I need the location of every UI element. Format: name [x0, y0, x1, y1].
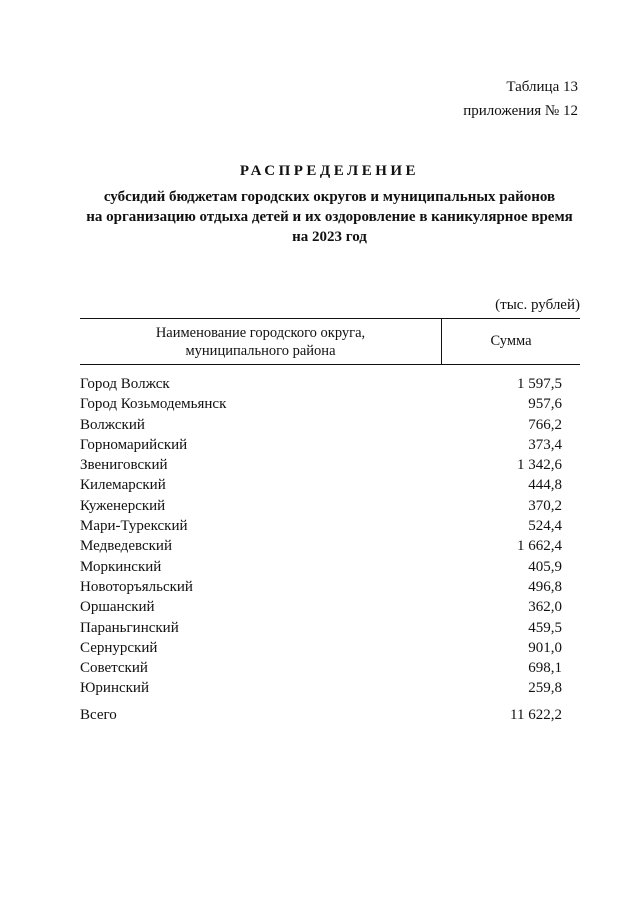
document-title: РАСПРЕДЕЛЕНИЕ	[239, 163, 420, 179]
table-row	[80, 557, 562, 577]
row-sum: 901,0	[528, 639, 562, 656]
table-row	[80, 638, 562, 658]
row-name: Новоторъяльский	[80, 578, 193, 595]
row-name: Килемарский	[80, 477, 166, 494]
table-row	[80, 536, 562, 556]
table-row	[80, 496, 562, 516]
row-sum: 444,8	[528, 477, 562, 494]
units-label: (тыс. рублей)	[495, 297, 580, 313]
row-sum: 373,4	[528, 436, 562, 453]
table-row	[80, 415, 562, 435]
row-name: Мари-Турекский	[80, 518, 188, 535]
row-name: Город Козьмодемьянск	[80, 396, 227, 413]
row-name: Звениговский	[80, 457, 168, 474]
row-sum: 459,5	[528, 619, 562, 636]
table-row	[80, 618, 562, 638]
row-sum: 362,0	[528, 599, 562, 616]
table-header	[80, 318, 580, 365]
table-row	[80, 577, 562, 597]
column-header-name-line-2: муниципального района	[185, 342, 336, 359]
row-name: Моркинский	[80, 558, 162, 575]
row-sum: 1 597,5	[517, 376, 562, 392]
row-sum: 259,8	[528, 680, 562, 697]
table-row	[80, 516, 562, 536]
total-label: Всего	[80, 707, 117, 723]
row-name: Оршанский	[80, 599, 155, 616]
table-row	[80, 394, 562, 414]
row-name: Горномарийский	[80, 436, 188, 453]
row-name: Параньгинский	[80, 619, 179, 636]
row-sum: 405,9	[528, 558, 562, 575]
subtitle-line-2: на организацию отдыха детей и их оздоровление в каникулярное время	[86, 209, 573, 225]
table-row	[80, 455, 562, 475]
row-name: Город Волжск	[80, 376, 170, 392]
column-header-name-line-1: Наименование городского округа,	[155, 324, 366, 341]
total-row	[80, 705, 562, 725]
row-sum: 698,1	[528, 660, 562, 677]
row-name: Юринский	[80, 680, 149, 697]
row-sum: 1 342,6	[517, 457, 562, 474]
subtitle-line-3: на 2023 год	[292, 229, 367, 245]
appendix-number: приложения № 12	[463, 103, 578, 119]
row-sum: 370,2	[528, 497, 562, 514]
row-sum: 496,8	[528, 578, 562, 595]
row-sum: 1 662,4	[517, 538, 562, 555]
table-row	[80, 374, 562, 394]
column-header-sum: Сумма	[490, 333, 532, 349]
subtitle-line-1: субсидий бюджетам городских округов и муниципальных районов	[103, 189, 556, 205]
row-name: Советский	[80, 660, 148, 677]
row-name: Куженерский	[80, 497, 166, 514]
row-name: Волжский	[80, 416, 145, 433]
table-row	[80, 658, 562, 678]
table-row	[80, 678, 562, 698]
column-header-name	[80, 319, 442, 364]
total-value: 11 622,2	[510, 707, 562, 723]
table-number: Таблица 13	[506, 79, 578, 95]
row-sum: 524,4	[528, 518, 562, 535]
row-sum: 957,6	[528, 396, 562, 413]
table-row	[80, 435, 562, 455]
table-body	[80, 374, 562, 699]
row-sum: 766,2	[528, 416, 562, 433]
row-name: Сернурский	[80, 639, 158, 656]
table-row	[80, 597, 562, 617]
row-name: Медведевский	[80, 538, 172, 555]
table-row	[80, 475, 562, 495]
